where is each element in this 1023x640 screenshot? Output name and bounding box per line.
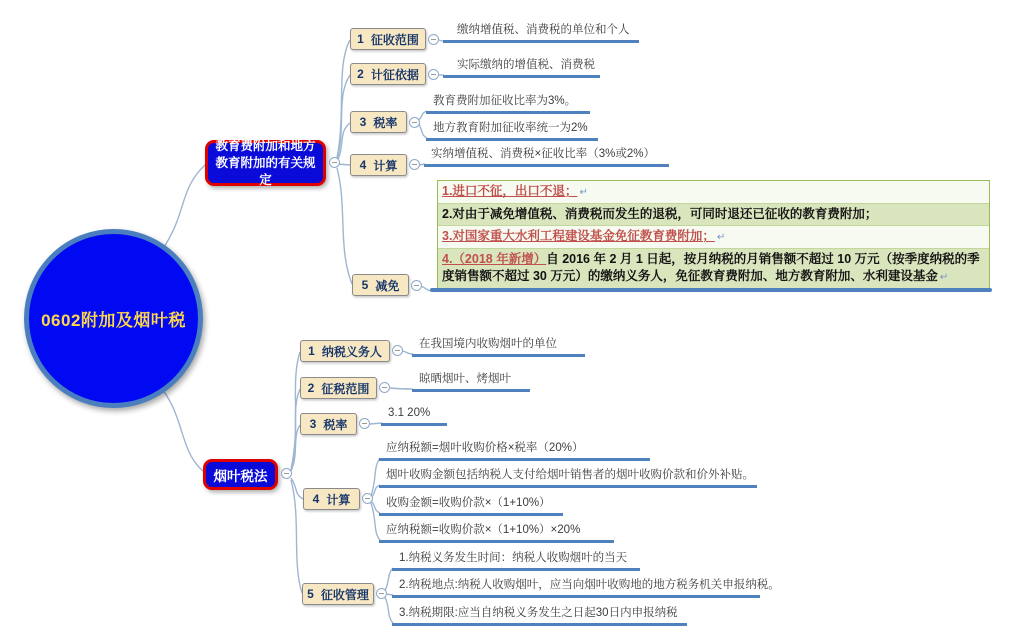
leaf-b2-scope[interactable]: [412, 371, 530, 392]
topic-b1-exemption[interactable]: [352, 274, 409, 296]
note-text-red: 1.进口不征，出口不退；: [442, 184, 578, 198]
leaf-text: 3.1 20%: [388, 407, 431, 419]
topic-label: 计征依据: [370, 67, 419, 82]
topic-b1-rate[interactable]: [350, 111, 407, 133]
leaf-text: 收购金额=收购价款×（1+10%）: [386, 497, 551, 509]
topic-number: 4: [312, 492, 320, 506]
branch-label: 教育费附加和地方教育附加的有关规定: [215, 138, 316, 187]
topic-number: 1: [308, 344, 315, 358]
leaf-text: 地方教育附加征收率统一为2%: [433, 122, 588, 134]
topic-b2-administration[interactable]: [302, 583, 374, 605]
leaf-text: 3.纳税期限:应当自纳税义务发生之日起30日内申报纳税: [399, 607, 678, 619]
collapse-icon[interactable]: [409, 117, 420, 128]
leaf-b2-admin-3[interactable]: [392, 605, 687, 626]
note-row-4: [438, 249, 989, 288]
exemption-topic-underline: [430, 288, 992, 292]
collapse-icon[interactable]: [281, 468, 292, 479]
leaf-b2-admin-1[interactable]: [392, 550, 640, 571]
topic-number: 3: [359, 115, 367, 129]
topic-label: 减免: [375, 278, 400, 293]
topic-number: 5: [361, 278, 369, 292]
collapse-icon[interactable]: [428, 69, 439, 80]
collapse-icon[interactable]: [379, 382, 390, 393]
collapse-icon[interactable]: [359, 418, 370, 429]
return-mark-icon: ↵: [579, 187, 588, 198]
topic-label: 征收范围: [370, 32, 419, 47]
topic-number: 2: [307, 381, 315, 395]
leaf-b1-basis[interactable]: [443, 57, 600, 78]
collapse-icon[interactable]: [411, 280, 422, 291]
note-text: 自 2016 年 2 月 1 日起，按月纳税的月销售额不超过 10 万元（按季度纳税的季度销售额不超过 30 万元）的缴纳义务人，免征教育费附加、地方教育附加、水利建设基金: [442, 252, 980, 283]
leaf-b1-calc[interactable]: [424, 146, 669, 167]
leaf-text: 晾晒烟叶、烤烟叶: [419, 373, 511, 385]
topic-number: 5: [307, 587, 314, 601]
central-topic-label: 0602附加及烟叶税: [41, 311, 186, 330]
leaf-text: 缴纳增值税、消费税的单位和个人: [457, 24, 630, 36]
leaf-b2-calc-1[interactable]: [379, 440, 650, 461]
collapse-icon[interactable]: [376, 588, 387, 599]
note-text-red: 4.（2018 年新增）: [442, 252, 547, 266]
note-row-3: [438, 226, 989, 249]
topic-label: 税率: [323, 417, 348, 432]
topic-label: 计算: [373, 158, 398, 173]
leaf-text: 2.纳税地点:纳税人收购烟叶，应当向烟叶收购地的地方税务机关申报纳税。: [399, 579, 780, 591]
topic-b1-basis[interactable]: [350, 63, 426, 85]
topic-label: 计算: [326, 492, 351, 507]
note-row-2: [438, 204, 989, 226]
leaf-text: 烟叶收购金额包括纳税人支付给烟叶销售者的烟叶收购价款和价外补贴。: [386, 469, 754, 481]
branch-label: 烟叶税法: [213, 468, 268, 484]
topic-label: 征税范围: [321, 381, 370, 396]
collapse-icon[interactable]: [392, 345, 403, 356]
leaf-b2-admin-2[interactable]: [392, 577, 780, 598]
leaf-b2-rate[interactable]: [381, 405, 447, 426]
leaf-text: 实纳增值税、消费税×征收比率（3%或2%）: [431, 148, 655, 160]
topic-b2-taxpayer[interactable]: [300, 340, 390, 362]
leaf-text: 实际缴纳的增值税、消费税: [457, 59, 595, 71]
leaf-b2-taxpayer[interactable]: [412, 336, 585, 357]
collapse-icon[interactable]: [428, 34, 439, 45]
leaf-text: 在我国境内收购烟叶的单位: [419, 338, 557, 350]
leaf-b1-rate-2[interactable]: [426, 120, 598, 141]
note-box-exemptions[interactable]: [437, 180, 990, 289]
note-row-1: [438, 181, 989, 204]
note-text: 2.对由于减免增值税、消费税而发生的退税，可同时退还已征收的教育费附加；: [442, 207, 878, 221]
collapse-icon[interactable]: [409, 159, 420, 170]
leaf-text: 应纳税额=收购价款×（1+10%）×20%: [386, 524, 581, 536]
leaf-text: 教育费附加征收比率为3%。: [433, 95, 577, 107]
topic-label: 征收管理: [320, 587, 369, 602]
note-text-red: 3.对国家重大水利工程建设基金免征教育费附加；: [442, 229, 715, 243]
topic-b2-calculation[interactable]: [303, 488, 360, 510]
topic-label: 税率: [373, 115, 398, 130]
collapse-icon[interactable]: [329, 157, 340, 168]
leaf-text: 1.纳税义务发生时间：纳税人收购烟叶的当天: [399, 552, 628, 564]
topic-number: 4: [359, 158, 367, 172]
topic-number: 2: [357, 67, 364, 81]
leaf-b2-calc-3[interactable]: [379, 495, 563, 516]
leaf-b2-calc-4[interactable]: [379, 522, 614, 543]
branch-surcharge-rules[interactable]: [205, 140, 326, 186]
leaf-text: 应纳税额=烟叶收购价格×税率（20%）: [386, 442, 584, 454]
topic-label: 纳税义务人: [321, 344, 382, 359]
branch-tobacco-tax-law[interactable]: [203, 459, 278, 490]
collapse-icon[interactable]: [362, 493, 373, 504]
topic-b1-collection-scope[interactable]: [350, 28, 426, 50]
topic-b1-calculation[interactable]: [350, 154, 407, 176]
leaf-b1-rate-1[interactable]: [426, 93, 590, 114]
topic-number: 1: [357, 32, 364, 46]
topic-b2-rate[interactable]: [300, 413, 357, 435]
topic-b2-taxable-scope[interactable]: [300, 377, 377, 399]
leaf-b1-scope[interactable]: [443, 22, 639, 43]
topic-number: 3: [309, 417, 317, 431]
return-mark-icon: ↵: [939, 272, 949, 283]
central-topic[interactable]: [24, 229, 203, 408]
leaf-b2-calc-2[interactable]: [379, 467, 757, 488]
return-mark-icon: ↵: [716, 232, 726, 243]
